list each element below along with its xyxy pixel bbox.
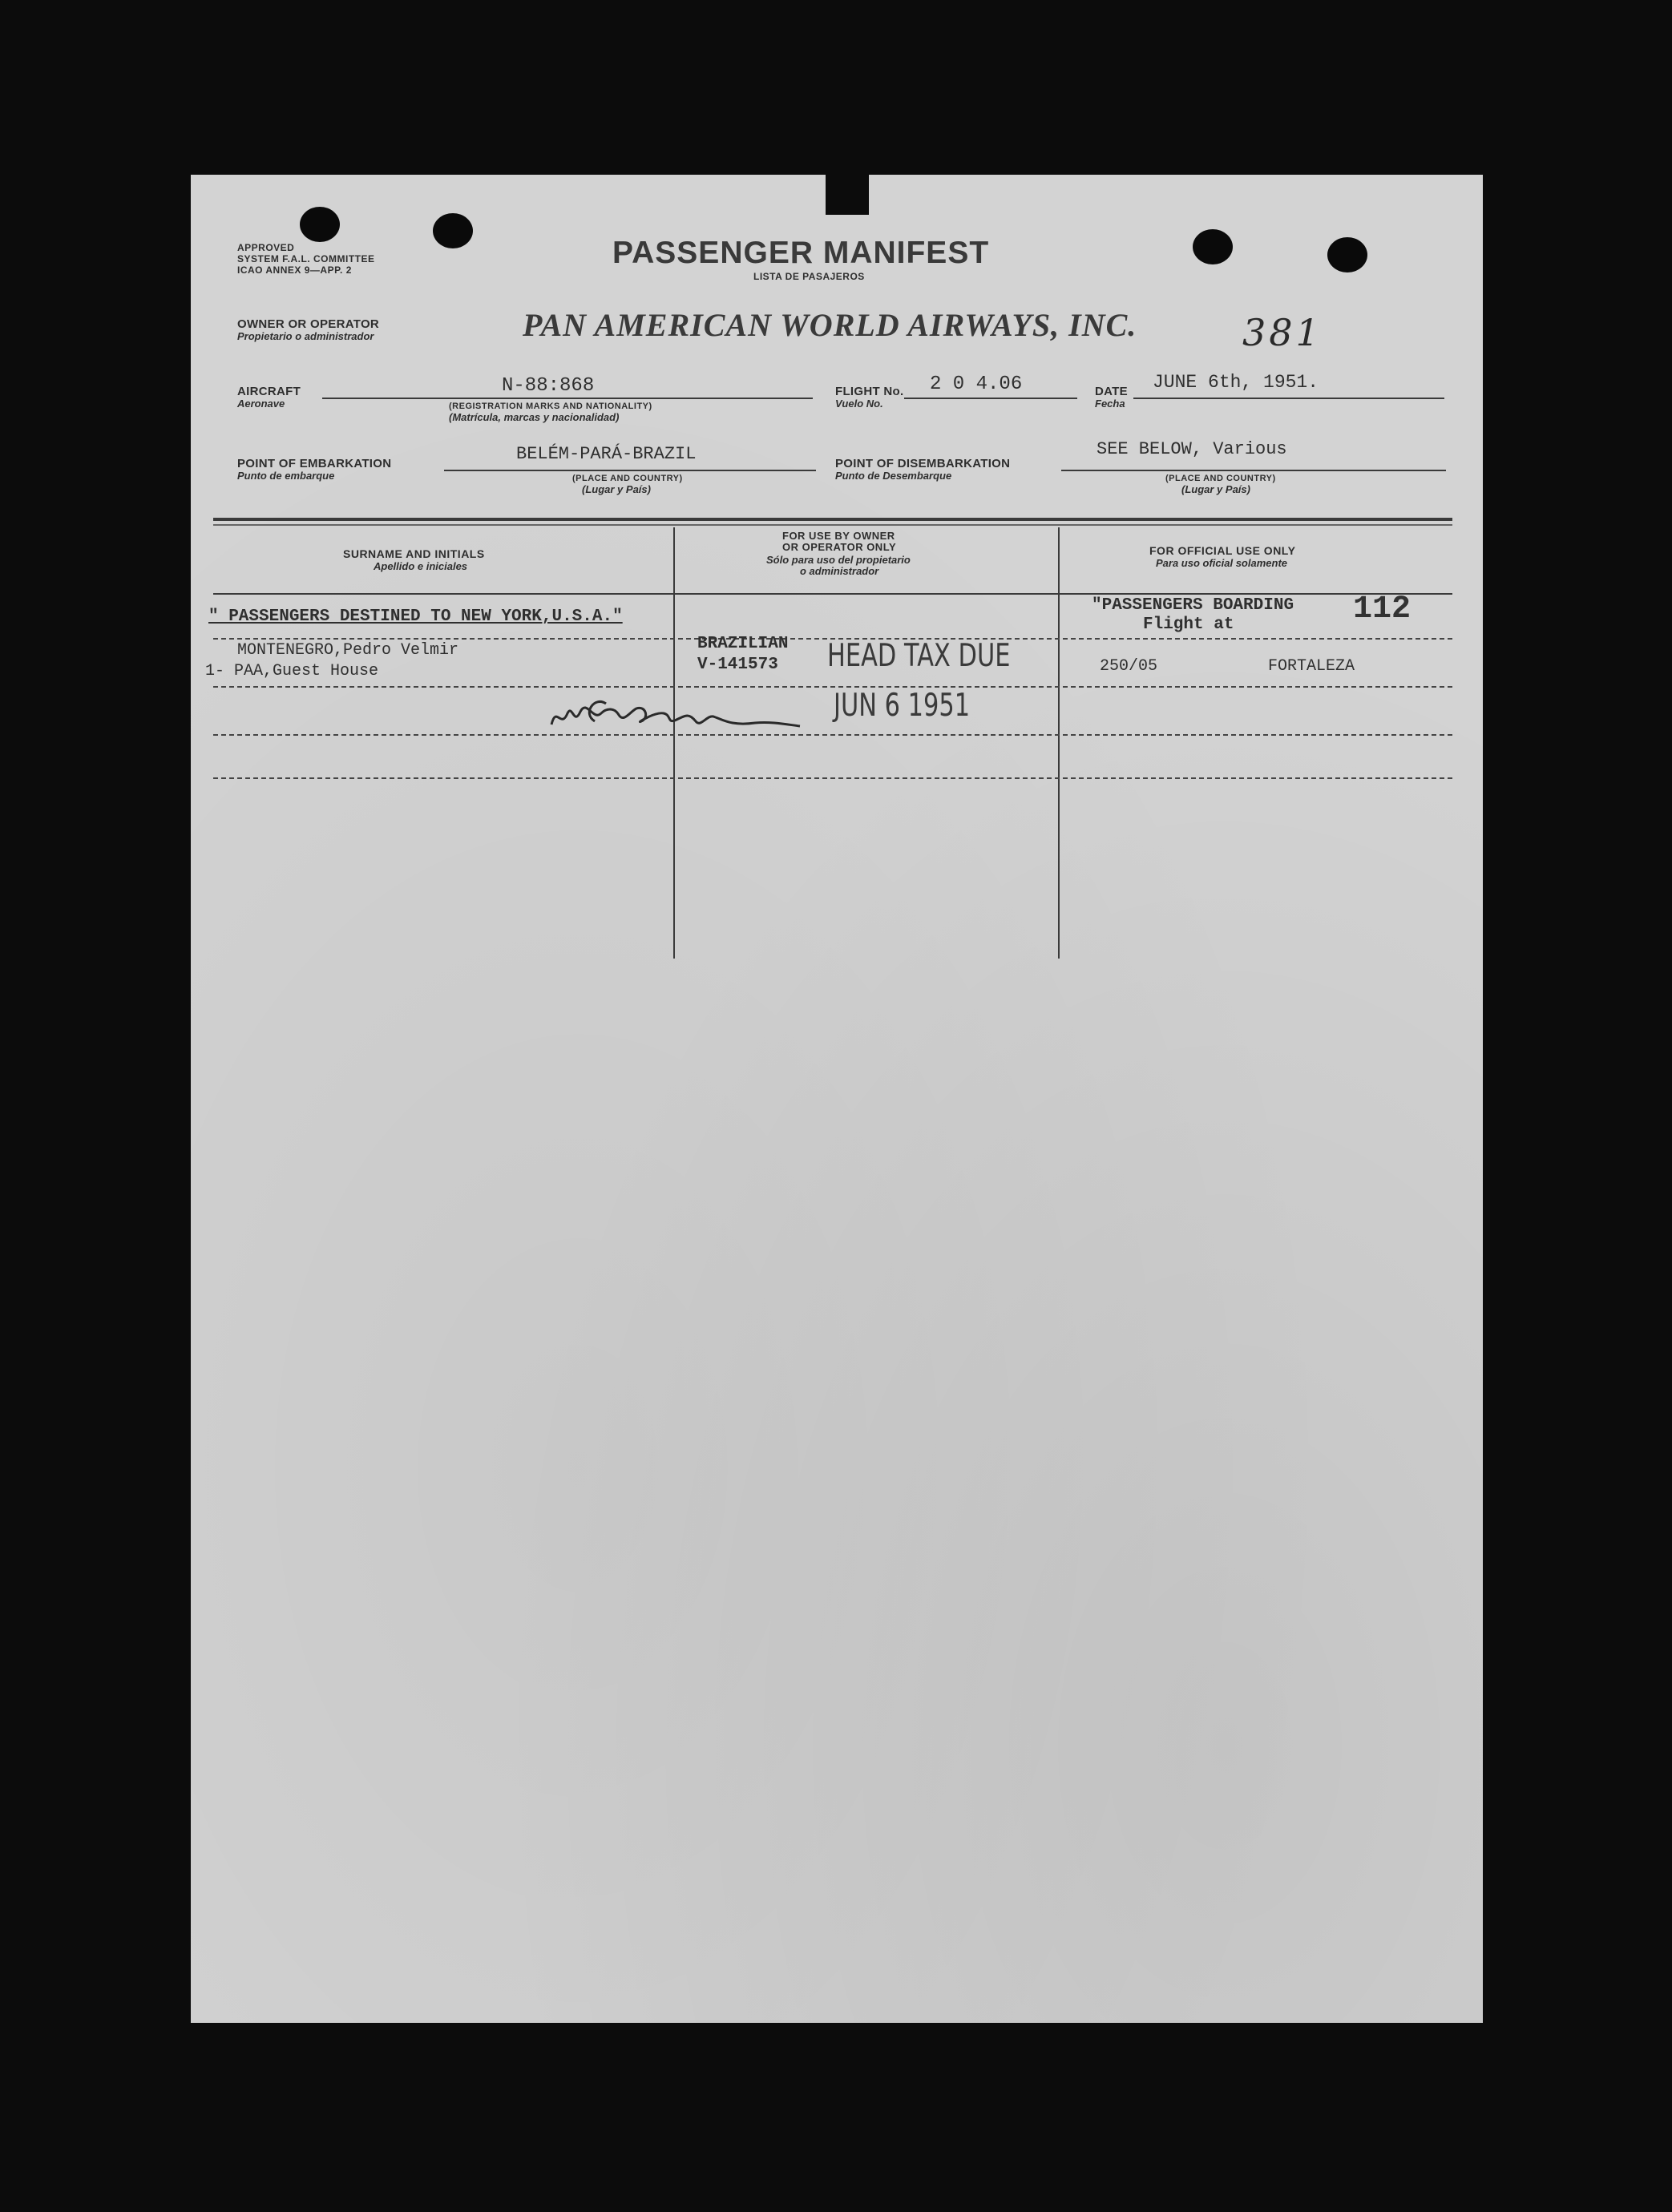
head-tax-stamp: HEAD TAX DUE xyxy=(827,638,1011,674)
column-divider-2 xyxy=(1058,527,1060,959)
nationality: BRAZILIAN xyxy=(697,635,789,653)
official-header-es: Para uso oficial solamente xyxy=(1156,557,1288,569)
manifest-title-es: LISTA DE PASAJEROS xyxy=(753,271,865,282)
aircraft-line xyxy=(322,398,813,399)
stamp-date: JUN 6 1951 xyxy=(834,688,971,724)
table-top-rule-2 xyxy=(213,524,1452,526)
disembarkation-label-es: Punto de Desembarque xyxy=(835,470,952,482)
embarkation-label: POINT OF EMBARKATION xyxy=(237,457,392,470)
flight-value: 2 0 4.06 xyxy=(930,373,1023,395)
row-rule xyxy=(213,686,1452,688)
date-line xyxy=(1133,398,1444,399)
punch-hole xyxy=(300,207,340,242)
punch-hole xyxy=(433,213,473,248)
official-header: FOR OFFICIAL USE ONLY xyxy=(1149,544,1296,557)
punch-hole xyxy=(1327,237,1367,272)
embarkation-label-es: Punto de embarque xyxy=(237,470,335,482)
aircraft-sublabel: (REGISTRATION MARKS AND NATIONALITY) xyxy=(449,402,652,411)
embarkation-sublabel: (PLACE AND COUNTRY) xyxy=(572,474,683,483)
operator-label-es: Propietario o administrador xyxy=(237,330,374,342)
passenger-name: MONTENEGRO,Pedro Velmir xyxy=(237,641,459,660)
row-rule xyxy=(213,777,1452,779)
disembarkation-label: POINT OF DISEMBARKATION xyxy=(835,457,1011,470)
flight-line xyxy=(904,398,1077,399)
owner-header-1: FOR USE BY OWNER xyxy=(782,530,895,542)
torn-notch xyxy=(826,175,869,215)
passenger-address: 1- PAA,Guest House xyxy=(205,662,379,680)
aircraft-value: N-88:868 xyxy=(502,375,595,397)
approved-line-1: APPROVED xyxy=(237,242,295,253)
date-value: JUNE 6th, 1951. xyxy=(1153,372,1319,393)
page-number: 381 xyxy=(1242,311,1323,354)
boarding-count: 112 xyxy=(1353,591,1412,628)
date-label-es: Fecha xyxy=(1095,398,1125,410)
manifest-sheet xyxy=(191,175,1483,2023)
owner-header-2: OR OPERATOR ONLY xyxy=(782,541,897,553)
date-label: DATE xyxy=(1095,385,1128,398)
passport-number: V-141573 xyxy=(697,656,778,674)
disembarkation-sublabel-es: (Lugar y País) xyxy=(1181,483,1250,495)
boarding-sub: Flight at xyxy=(1143,616,1234,634)
embarkation-value: BELÉM-PARÁ-BRAZIL xyxy=(516,444,697,464)
destination-note: " PASSENGERS DESTINED TO NEW YORK,U.S.A." xyxy=(208,607,623,626)
disembarkation-sublabel: (PLACE AND COUNTRY) xyxy=(1165,474,1276,483)
embarkation-line xyxy=(444,470,816,471)
embarkation-sublabel-es: (Lugar y País) xyxy=(582,483,651,495)
boarding-flight: 250/05 xyxy=(1100,657,1158,676)
aircraft-label-es: Aeronave xyxy=(237,398,285,410)
aircraft-sublabel-es: (Matrícula, marcas y nacionalidad) xyxy=(449,411,620,423)
flight-label: FLIGHT No. xyxy=(835,385,904,398)
signature xyxy=(547,689,803,753)
header-bottom-rule xyxy=(213,593,1452,595)
owner-header-es-1: Sólo para uso del propietario xyxy=(766,554,911,566)
operator-name: PAN AMERICAN WORLD AIRWAYS, INC. xyxy=(523,307,1137,343)
aircraft-label: AIRCRAFT xyxy=(237,385,301,398)
row-rule xyxy=(213,734,1452,736)
table-top-rule xyxy=(213,518,1452,521)
flight-label-es: Vuelo No. xyxy=(835,398,883,410)
manifest-title: PASSENGER MANIFEST xyxy=(612,236,990,270)
disembarkation-line xyxy=(1061,470,1446,471)
disembarkation-value: SEE BELOW, Various xyxy=(1096,439,1287,459)
operator-label: OWNER OR OPERATOR xyxy=(237,317,380,331)
surname-header-es: Apellido e iniciales xyxy=(374,560,468,572)
surname-header: SURNAME AND INITIALS xyxy=(343,547,485,560)
approved-line-3: ICAO ANNEX 9—APP. 2 xyxy=(237,264,352,276)
approved-line-2: SYSTEM F.A.L. COMMITTEE xyxy=(237,253,375,264)
owner-header-es-2: o administrador xyxy=(800,565,879,577)
boarding-note: "PASSENGERS BOARDING xyxy=(1092,596,1294,615)
boarding-city: FORTALEZA xyxy=(1268,657,1355,676)
punch-hole xyxy=(1193,229,1233,264)
